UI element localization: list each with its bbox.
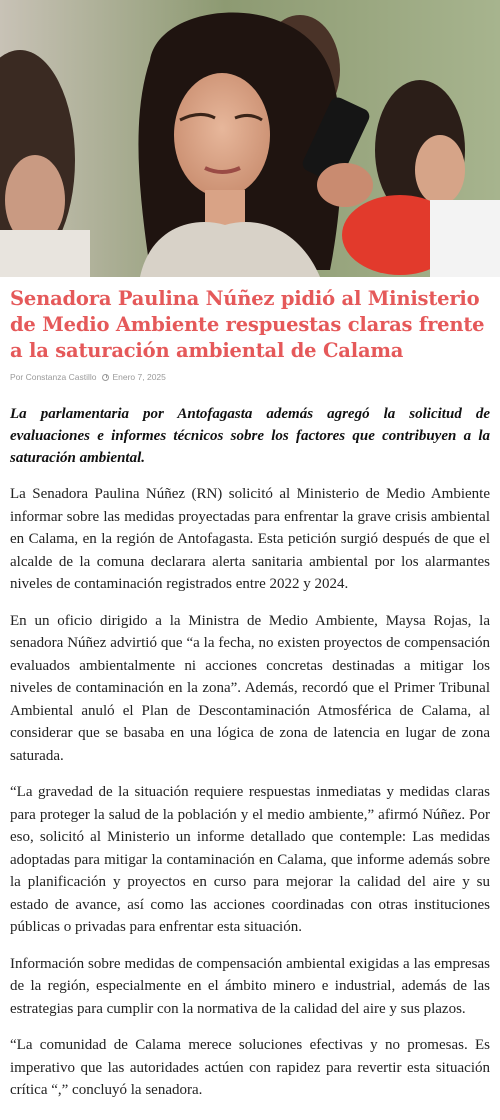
- article-paragraph: “La comunidad de Calama merece soluciones efectivas y no promesas. Es imperativo que las autoridades actúen con rapidez para revertir esta situación crítica “,” concluyó la senadora.: [10, 1037, 490, 1098]
- article-paragraph: Información sobre medidas de compensación ambiental exigidas a las empresas de la región, especialmente en el ámbito minero e industrial, además de las estrategias para cumplir con la normativa de la calidad del aire y sus plazos.: [10, 955, 490, 1017]
- article-paragraph: La Senadora Paulina Núñez (RN) solicitó al Ministerio de Medio Ambiente informar sobre las medidas proyectadas para enfrentar la grave crisis ambiental en Calama, en la región de Antofagasta. Esta petición surgió después de que el alcalde de la comuna declarara alerta sanitaria ambiental por los alarmantes niveles de contaminación registrados entre 2022 y 2024.: [10, 486, 490, 592]
- article-lead: La parlamentaria por Antofagasta además agregó la solicitud de evaluaciones e informes técnicos sobre los factores que contribuyen a la saturación ambiental.: [10, 406, 490, 466]
- author-link[interactable]: Por Constanza Castillo: [10, 372, 97, 382]
- hero-image: [0, 0, 500, 277]
- clock-icon: [102, 374, 109, 381]
- publish-date-text: Enero 7, 2025: [112, 372, 166, 382]
- article-content: [0, 286, 500, 1102]
- article-paragraph: “La gravedad de la situación requiere respuestas inmediatas y medidas claras para proteger la salud de la población y el medio ambiente,” afirmó Núñez. Por eso, solicitó al Ministerio un informe detallado que contemple: Las medidas adoptadas para mitigar la contaminación en Calama, que informe además sobre la planificación y proyectos en curso para mejorar la calidad del aire y su estado de avance, así como las acciones coordinadas con otras instituciones públicas o privadas para enfrentar esta situación.: [10, 784, 490, 935]
- article-paragraph: En un oficio dirigido a la Ministra de Medio Ambiente, Maysa Rojas, la senadora Núñez advirtió que “a la fecha, no existen proyectos de compensación evaluados ambientalmente ni acciones concretas destinadas a mitigar los niveles de contaminación en la zona”. Además, recordó que el Primer Tribunal Ambiental anuló el Plan de Descontaminación Atmosférica de Calama, al considerar que se basaba en una lógica de zona de latencia en lugar de zona saturada.: [10, 612, 490, 764]
- article-meta: [10, 372, 490, 382]
- hero-photo-illustration: [0, 0, 500, 277]
- article-title: Senadora Paulina Núñez pidió al Ministerio de Medio Ambiente respuestas claras frente a la saturación ambiental de Calama: [10, 287, 485, 362]
- publish-date: [102, 372, 165, 382]
